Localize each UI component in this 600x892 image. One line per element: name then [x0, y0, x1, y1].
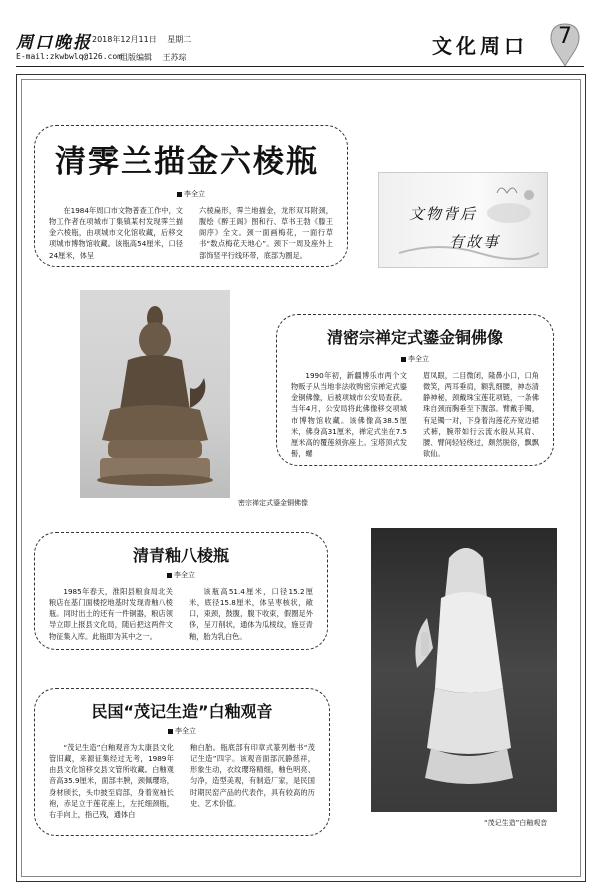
article-jilan-vase — [34, 125, 348, 267]
article-col-2: 该瓶高51.4厘米，口径15.2厘米，底径15.8厘米，体呈枣核状，敞口，束颈，鼓腹，腹下收束，假圈足外侈，呈刀削状，通体为瓜棱纹，施豆青釉，胎为乳白色。 — [189, 587, 313, 641]
article-col-1: 1985年春天，淮阳县粮食局北关粮店在基门面楼挖地基时发现青釉八棱瓶。同时出土的还有一件铜器，粮店领导立即上报县文化局，随后把这两件文物征集入库。此瓶即为其中之一。 — [49, 587, 173, 641]
article-col-2: 眉凤眼，二目微闭，隆鼻小口，口角微笑，两耳垂肩，额乳细腰，神态清静神秘，颈戴珠宝莲花项链，一条佛珠自颈而胸垂至下腹部。臂戴手镯，有足镯一对，下身着沟莲花卉宽边裙式裤，腕带如行云流水般从其肩、腰、臂间轻轻绕过，颇然脱俗，飘飘欲仙。 — [423, 371, 539, 459]
article-title: 清青釉八棱瓶 — [132, 546, 229, 565]
article-body — [291, 370, 539, 459]
byline-square-icon — [177, 192, 182, 197]
issue-weekday: 星期二 — [167, 35, 192, 44]
article-col-2: 六棱扁形，霁兰地描金，龙形双耳附颈，腹绘《醉王阁》图和行、草书王勃《滕王阁序》全文。颈一面画梅花，一面行草书“数点梅花天地心”。颈下一周及座外上部饰竖平行线环带，底部为圈足。 — [199, 206, 333, 260]
byline-author: 李全立 — [175, 727, 196, 735]
byline-author: 李全立 — [184, 190, 205, 198]
byline-author: 李全立 — [408, 355, 429, 363]
buddha-caption: 密宗禅定式鎏金铜佛像 — [238, 499, 308, 507]
article-byline — [49, 570, 313, 580]
article-col-1: “茂记生造”白釉观音为太康县文化管旧藏，来源征集经过无考，1989年由县文化馆移交县文管所收藏。白釉观音高35.9厘米，面部丰腴，颈佩璎珞，身材颀长，头巾披至肩部，身着宽袖长袍，赤足立于莲花座上，左托细颈瓶，右手向上，指己残，通体白 — [49, 743, 174, 819]
page-header — [0, 0, 600, 70]
article-body — [49, 586, 313, 642]
guanyin-statue-photo — [371, 528, 557, 812]
byline-author: 李全立 — [174, 571, 195, 579]
article-byline — [291, 354, 539, 364]
article-byline — [49, 726, 315, 736]
guanyin-statue-icon — [371, 528, 557, 812]
editor-name: 王苏琮 — [162, 53, 187, 62]
article-col-1: 1990年初，新疆博乐市两个文物贩子从当地非法收购密宗禅定式鎏金铜佛像，后被项城市公安局查获。当年4月，公安局将此佛像移交项城市博物馆收藏。该佛像高38.5厘米，佛身高31厘米，禅定式坐在7.5厘米高的覆莲须弥座上。宝塔顶式发髻，螺 — [291, 371, 407, 459]
article-body — [49, 205, 333, 261]
editor-credit — [120, 52, 195, 63]
masthead-logo: 周口晚报 — [16, 33, 92, 53]
buddha-statue-photo — [80, 290, 230, 498]
editor-label: 组版编辑 — [120, 53, 152, 62]
contact-email: E-mail:zkwbwlq@126.com — [16, 52, 122, 61]
buddha-statue-icon — [80, 290, 230, 498]
article-body — [49, 742, 315, 820]
banner-line-1: 文物背后 — [409, 205, 478, 223]
byline-square-icon — [401, 357, 406, 362]
date-line — [92, 34, 199, 45]
page-number: 7 — [558, 24, 572, 49]
banner-line-2: 有故事 — [449, 233, 501, 251]
article-title: 民国“茂记生造”白釉观音 — [91, 702, 273, 721]
issue-date: 2018年12月11日 — [92, 35, 157, 44]
column-banner — [378, 172, 548, 268]
article-title: 清密宗禅定式鎏金铜佛像 — [326, 328, 503, 347]
article-col-1: 在1984年周口市文物普查工作中，文物工作者在项城市丁集镇某村发现霁兰描金六棱瓶，由项城市文化馆收藏，后移交项城市博物馆收藏。该瓶高54厘米，口径24厘米，体呈 — [49, 206, 183, 260]
header-rule — [16, 66, 584, 67]
article-title: 清霁兰描金六棱瓶 — [55, 144, 319, 180]
byline-square-icon — [168, 729, 173, 734]
article-buddha-statue — [276, 314, 554, 466]
article-col-2: 釉白胎。瓶底部有印章式篆列楷书“茂记生造”四字。该观音面部沉静慈祥，形象生动，衣纹璎珞精细，釉色明亮、匀净，造型美观，有制造厂家，是民国时期民窑产品的代表作，具有较高的历史、艺术价值。 — [190, 743, 315, 808]
article-byline — [49, 189, 333, 199]
section-title: 文化周口 — [432, 34, 528, 58]
guanyin-caption: “茂记生造”白釉观音 — [484, 819, 548, 827]
article-celadon-vase — [34, 532, 328, 650]
byline-square-icon — [167, 573, 172, 578]
article-guanyin — [34, 688, 330, 836]
